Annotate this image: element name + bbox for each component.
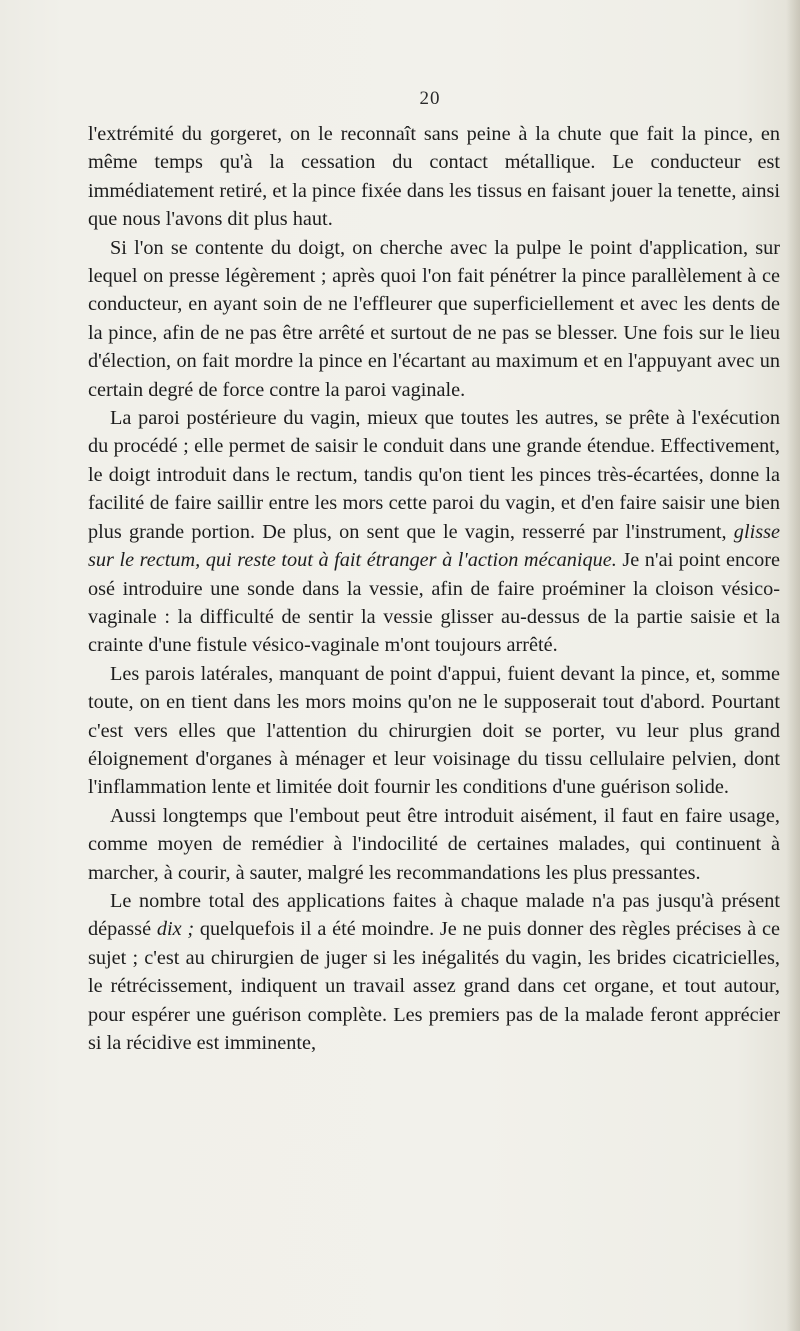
paragraph-6 [88, 887, 780, 1057]
paragraph-6-text-b: quelquefois il a été moindre. Je ne puis donner des règles précises à ce sujet ; c'est au chirurgien de juger si les inégalités du vagin, les brides cicatricielles, le rétrécissement, indiquent un travail assez grand dans cet organe, et tout autour, pour espérer une guérison complète. Les premiers pas de la malade feront apprécier si la récidive est imminente, [88, 918, 780, 1054]
page-number: 20 [419, 88, 441, 109]
paragraph-3-text-b: Je n'ai point encore osé introduire une sonde dans la vessie, afin de faire proéminer la cloison vésico-vaginale : la difficulté de sentir la vessie glisser au-dessus de la partie saisie et la crainte d'une fistule vésico-vaginale m'ont toujours arrêté. [88, 549, 780, 657]
paragraph-4: Les parois latérales, manquant de point d'appui, fuient devant la pince, et, somme toute, on en tient dans les mors moins qu'on ne le supposerait tout d'abord. Pourtant c'est vers elles que l'attention du chirurgien doit se porter, vu leur plus grand éloignement d'organes à ménager et leur voisinage du tissu cellulaire pelvien, dont l'inflammation lente et limitée doit fournir les conditions d'une guérison solide. [88, 662, 780, 799]
paragraph-5: Aussi longtemps que l'embout peut être introduit aisément, il faut en faire usage, comme moyen de remédier à l'indocilité de certaines malades, qui continuent à marcher, à courir, à sauter, malgré les recommandations les plus pressantes. [88, 804, 780, 884]
paragraph-1: l'extrémité du gorgeret, on le reconnaît sans peine à la chute que fait la pince, en même temps qu'à la cessation du contact métallique. Le conducteur est immédiatement retiré, et la pince fixée dans les tissus en faisant jouer la tenette, ainsi que nous l'avons dit plus haut. [88, 123, 780, 231]
paragraph-6-italic: dix ; [156, 918, 195, 941]
page-edge-shadow [786, 0, 800, 1331]
paragraph-6-text-a: Le nombre total des applications faites à chaque malade n'a pas jusqu'à présent dépassé [88, 889, 780, 941]
paragraph-2: Si l'on se contente du doigt, on cherche avec la pulpe le point d'application, sur lequel on presse légèrement ; après quoi l'on fait pénétrer la pince parallèlement à ce conducteur, en ayant soin de ne l'effleurer que superficiellement et avec les dents de la pince, afin de ne pas être arrêté et surtout de ne pas se blesser. Une fois sur le lieu d'élection, on fait mordre la pince en l'écartant au maximum et en l'appuyant avec un certain degré de force contre la paroi vaginale. [88, 236, 780, 401]
body-text [88, 120, 780, 1057]
paragraph-3 [88, 404, 780, 660]
paragraph-3-text-a: La paroi postérieure du vagin, mieux que toutes les autres, se prête à l'exécution du procédé ; elle permet de saisir le conduit dans une grande étendue. Effectivement, le doigt introduit dans le rectum, tandis qu'on tient les pinces très-écartées, donne la facilité de faire saillir entre les mors cette paroi du vagin, et d'en faire saisir une bien plus grande portion. De plus, on sent que le vagin, resserré par l'instrument, [88, 407, 780, 543]
paragraph-3-italic: glisse sur le rectum, qui reste tout à fait étranger à l'action mécanique. [88, 520, 780, 572]
